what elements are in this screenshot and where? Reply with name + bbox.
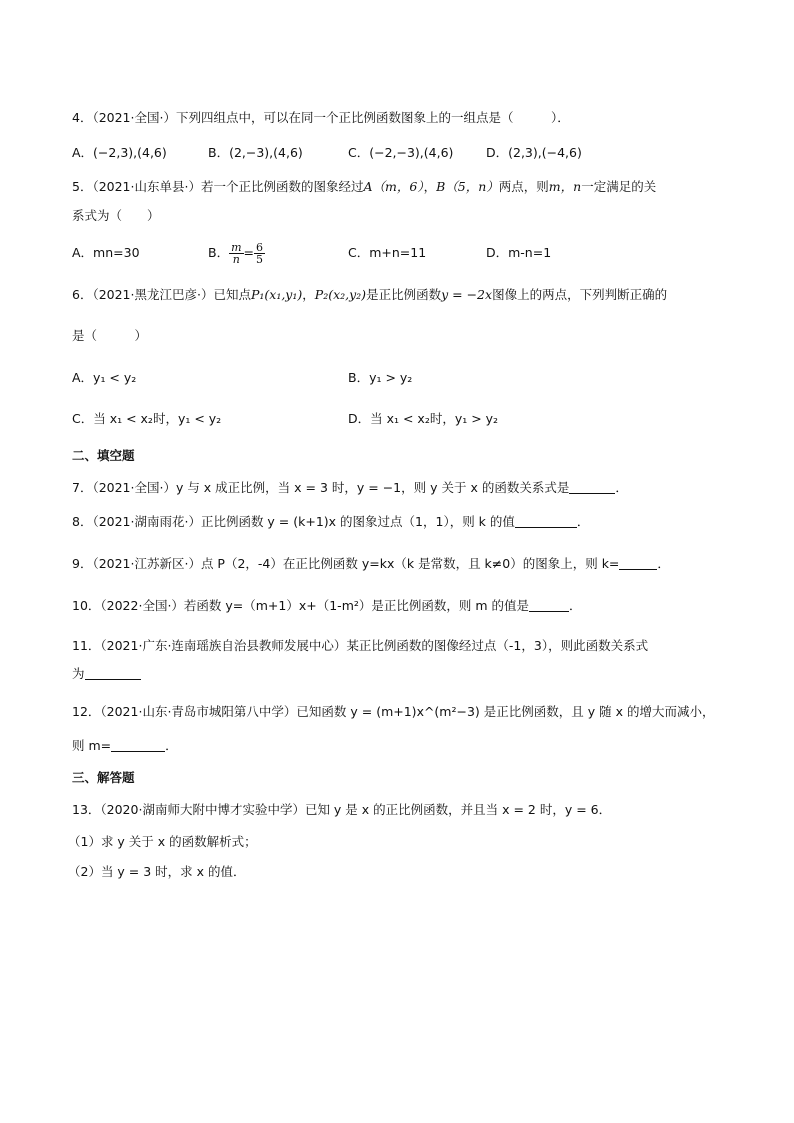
q8: 8．（2021·湖南雨花·）正比例函数 y = (k+1)x 的图象过点（1，1），则 k 的值 ．	[72, 514, 590, 529]
q4-option-b: B．(2,−3),(4,6)	[208, 145, 303, 160]
q6-stem-line2: 是（ ）	[72, 328, 148, 343]
q5-stem-line2: 系式为（ ）	[72, 208, 160, 223]
q10: 10．（2022·全国·）若函数 y=（m+1）x+（1-m²）是正比例函数，则 m 的值是 ．	[72, 598, 582, 613]
q12-line2: 则 m= ．	[72, 738, 178, 753]
q10-answer-blank[interactable]	[529, 599, 569, 612]
q11: 11．（2021·广东·连南瑶族自治县教师发展中心）某正比例函数的图像经过点（-1，3），则此函数关系式	[72, 638, 649, 653]
section-answer-heading: 三、解答题	[72, 770, 135, 785]
q6-option-d: D．当 x₁ < x₂时，y₁ > y₂	[348, 411, 499, 426]
q12: 12．（2021·山东·青岛市城阳第八中学）已知函数 y = (m+1)x^(m²−3) 是正比例函数，且 y 随 x 的增大而减小，	[72, 704, 715, 719]
q7: 7．（2021·全国·）y 与 x 成正比例，当 x = 3 时，y = −1，则 y 关于 x 的函数关系式是 ．	[72, 480, 628, 495]
q7-answer-blank[interactable]	[569, 481, 615, 494]
q4-stem: 4．（2021·全国·）下列四组点中，可以在同一个正比例函数图象上的一组点是（ ）．	[72, 110, 570, 125]
q5-option-a: A．mn=30	[72, 245, 140, 260]
q12-answer-blank[interactable]	[111, 739, 165, 752]
q4-option-c: C．(−2,−3),(4,6)	[348, 145, 454, 160]
q4-option-a: A．(−2,3),(4,6)	[72, 145, 167, 160]
q13-stem: 13．（2020·湖南师大附中博才实验中学）已知 y 是 x 的正比例函数，并且当 x = 2 时，y = 6．	[72, 802, 612, 817]
q13-part2: （2）当 y = 3 时，求 x 的值．	[68, 864, 246, 879]
q4-option-d: D．(2,3),(−4,6)	[486, 145, 582, 160]
q6-option-c: C．当 x₁ < x₂时，y₁ < y₂	[72, 411, 222, 426]
q9-answer-blank[interactable]	[619, 557, 657, 570]
q5-option-c: C．m+n=11	[348, 245, 427, 260]
q5-stem: 5．（2021·山东单县·）若一个正比例函数的图象经过A（m，6），B（5，n）两点，则m，n一定满足的关	[72, 179, 657, 194]
q5-option-b: B． $\frac{m}{n}$ = $\frac{6}{5}$	[208, 241, 263, 266]
q11-answer-blank[interactable]	[85, 667, 141, 680]
q11-line2: 为	[72, 666, 141, 682]
q13-part1: （1）求 y 关于 x 的函数解析式；	[68, 834, 257, 849]
q9: 9．（2021·江苏新区·）点 P（2，-4）在正比例函数 y=kx（k 是常数，且 k≠0）的图象上，则 k= ．	[72, 556, 670, 571]
q5-option-d: D．m-n=1	[486, 245, 552, 260]
q8-answer-blank[interactable]	[515, 515, 577, 528]
section-fill-in-heading: 二、填空题	[72, 448, 135, 463]
q6-stem: 6．（2021·黑龙江巴彦·）已知点P₁(x₁,y₁)，P₂(x₂,y₂)是正比例函数y = −2x图像上的两点，下列判断正确的	[72, 287, 668, 302]
q6-option-b: B．y₁ > y₂	[348, 370, 413, 385]
q6-option-a: A．y₁ < y₂	[72, 370, 137, 385]
